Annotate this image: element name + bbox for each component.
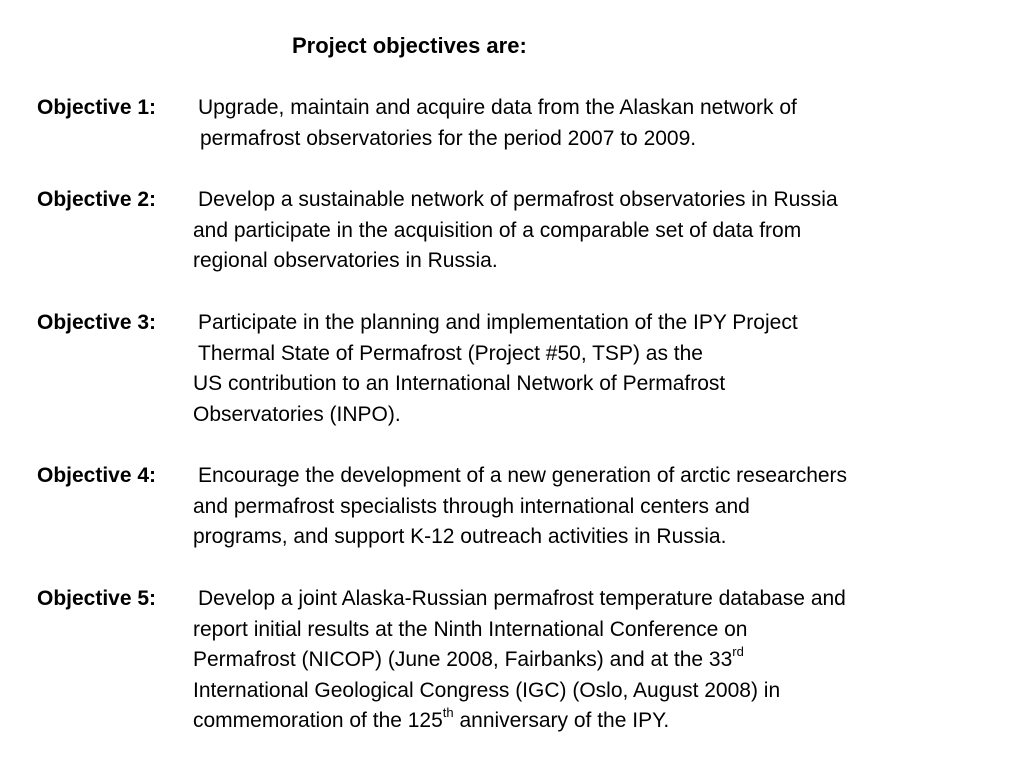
- objective-label: Objective 2:: [37, 188, 157, 211]
- objective-text-line: Thermal State of Permafrost (Project #50, TSP) as the: [198, 341, 703, 365]
- objective-2: [37, 185, 1017, 277]
- page-title: Project objectives are:: [292, 33, 527, 58]
- objective-text-line: and permafrost specialists through international centers and: [193, 494, 750, 518]
- objective-text-line: regional observatories in Russia.: [193, 249, 498, 272]
- objective-text-line: Upgrade, maintain and acquire data from the Alaskan network of: [198, 96, 797, 119]
- objective-text-line: Encourage the development of a new generation of arctic researchers: [198, 464, 848, 487]
- line-text: Permafrost (NICOP) (June 2008, Fairbanks) and at the 33: [193, 648, 733, 671]
- objective-text-line: permafrost observatories for the period 2007 to 2009.: [200, 126, 697, 150]
- ordinal-suffix: th: [442, 705, 454, 720]
- objective-text-line: [37, 645, 1017, 676]
- objective-label: Objective 3:: [37, 311, 157, 334]
- objective-label: Objective 4:: [37, 464, 157, 487]
- objective-3: [37, 308, 1017, 430]
- objective-text-line: International Geological Congress (IGC) (Oslo, August 2008) in: [193, 678, 781, 702]
- objective-text-line: Develop a sustainable network of permafrost observatories in Russia: [198, 188, 838, 211]
- objective-text-line: [37, 706, 1017, 737]
- objective-text-line: report initial results at the Ninth International Conference on: [193, 617, 748, 641]
- line-text: commemoration of the 125: [193, 709, 443, 732]
- objective-text-line: US contribution to an International Network of Permafrost: [193, 372, 726, 395]
- objective-text-line: Participate in the planning and implementation of the IPY Project: [198, 311, 798, 334]
- objective-4: [37, 461, 1017, 553]
- objective-1: [37, 93, 1017, 154]
- line-text: anniversary of the IPY.: [453, 709, 670, 732]
- ordinal-suffix: rd: [732, 644, 744, 659]
- objective-text-line: Observatories (INPO).: [193, 402, 401, 426]
- objective-5: [37, 584, 1017, 737]
- objective-text-line: and participate in the acquisition of a comparable set of data from: [193, 218, 802, 242]
- objective-label: Objective 5:: [37, 587, 157, 610]
- objective-text-line: programs, and support K-12 outreach activities in Russia.: [193, 525, 727, 548]
- objective-label: Objective 1:: [37, 96, 157, 119]
- objective-text-line: Develop a joint Alaska-Russian permafrost temperature database and: [198, 587, 846, 610]
